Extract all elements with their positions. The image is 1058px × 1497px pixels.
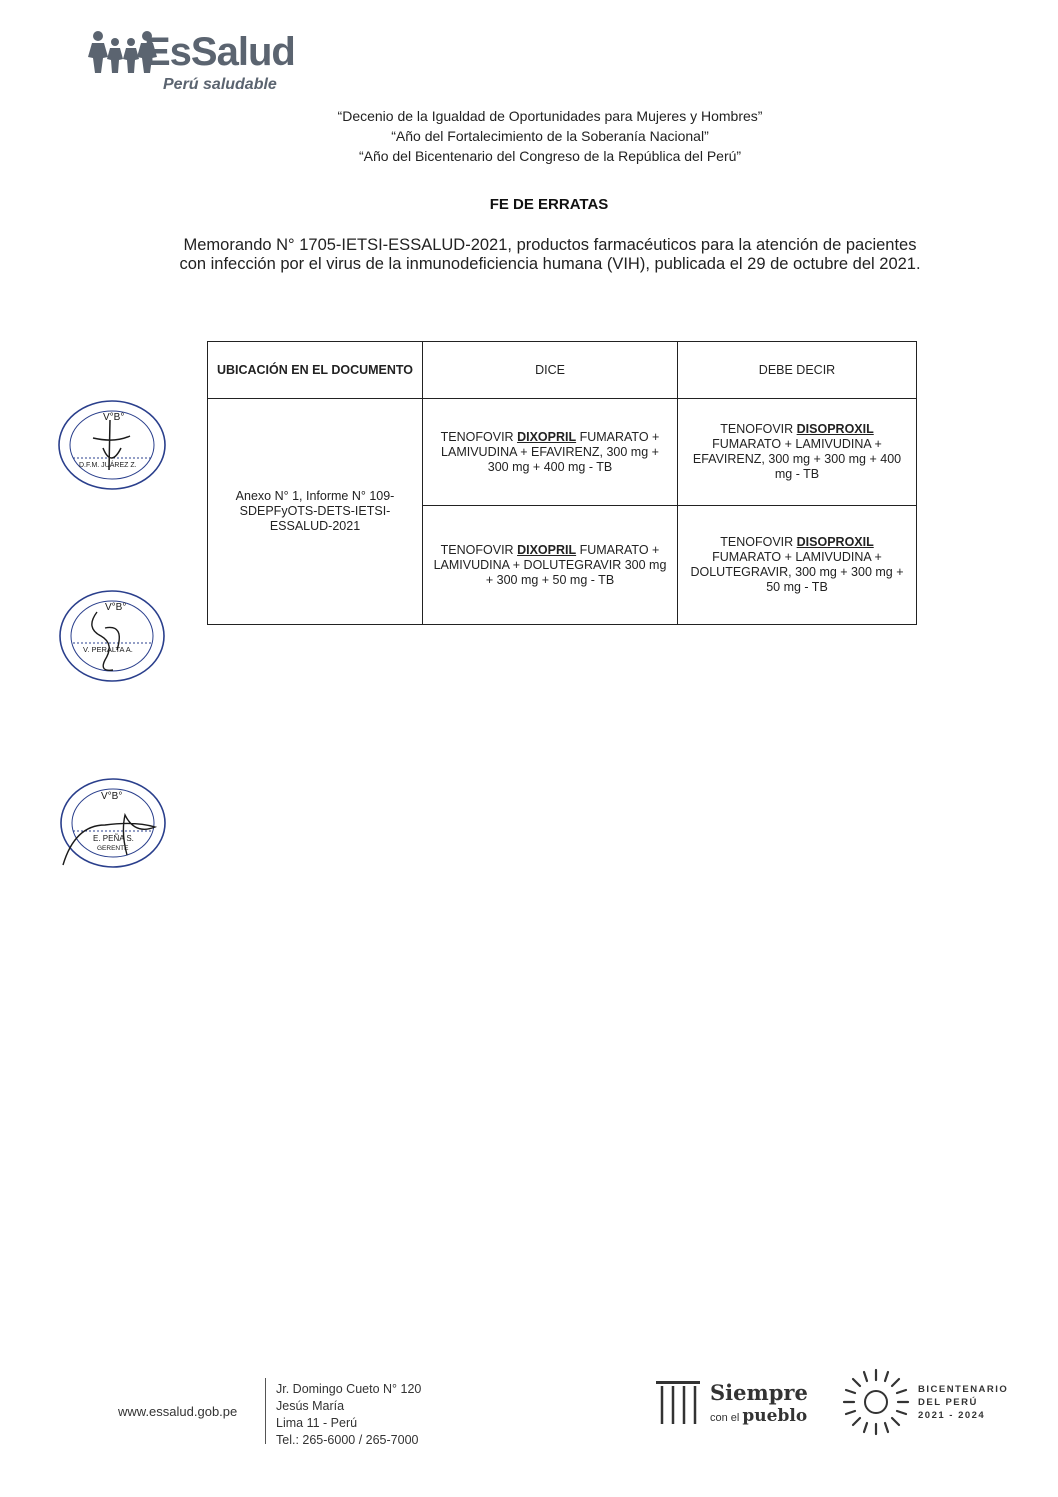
logo-tagline: Perú saludable — [163, 76, 277, 93]
footer-address: Jr. Domingo Cueto N° 120 Jesús María Lima 11 - Perú Tel.: 265-6000 / 265-7000 — [276, 1382, 422, 1447]
svg-text:E. PEÑA S.: E. PEÑA S. — [93, 834, 134, 843]
dice-cell: TENOFOVIR DIXOPRIL FUMARATO + LAMIVUDINA + EFAVIRENZ, 300 mg + 300 mg + 400 mg - TB — [423, 399, 678, 506]
erroneous-word: DIXOPRIL — [517, 542, 577, 557]
website-link[interactable]: www.essalud.gob.pe — [118, 1404, 238, 1419]
essalud-logo — [88, 28, 318, 98]
errata-table — [207, 341, 917, 625]
erroneous-word: DIXOPRIL — [517, 429, 577, 444]
debe-decir-cell: TENOFOVIR DISOPROXIL FUMARATO + LAMIVUDINA + EFAVIRENZ, 300 mg + 300 mg + 400 mg - TB — [678, 399, 917, 506]
table-header-row — [208, 342, 917, 399]
slogan-main: Siempre — [710, 1380, 808, 1405]
motto-line: “Año del Bicentenario del Congreso de la República del Perú” — [358, 148, 742, 164]
columns-icon — [654, 1378, 704, 1428]
corrected-word: DISOPROXIL — [796, 535, 874, 549]
sunburst-icon — [840, 1366, 912, 1438]
approval-stamp-3 — [55, 775, 170, 885]
header-location: UBICACIÓN EN EL DOCUMENTO — [208, 342, 423, 399]
seal-icon — [55, 588, 170, 688]
svg-text:GERENTE: GERENTE — [97, 845, 129, 852]
location-cell: Anexo N° 1, Informe N° 109-SDEPFyOTS-DETS-IETSI-ESSALUD-2021 — [208, 399, 423, 625]
dice-cell: TENOFOVIR DIXOPRIL FUMARATO + LAMIVUDINA + DOLUTEGRAVIR 300 mg + 300 mg + 50 mg - TB — [423, 506, 678, 625]
header-debe-decir: DEBE DECIR — [678, 342, 917, 399]
header-dice: DICE — [423, 342, 678, 399]
motto-line: “Decenio de la Igualdad de Oportunidades para Mujeres y Hombres” — [337, 108, 763, 124]
document-subtitle: Memorando N° 1705-IETSI-ESSALUD-2021, productos farmacéuticos para la atención de pacientes con infección por el virus de la inmunodeficiencia humana (VIH), publicada el 29 de octubre del 2021. — [179, 236, 921, 273]
bicentenario-text: BICENTENARIO DEL PERÚ 2021 - 2024 — [918, 1384, 1009, 1421]
document-title: FE DE ERRATAS — [489, 196, 609, 213]
official-mottos — [200, 106, 900, 166]
approval-stamp-1 — [55, 398, 170, 498]
motto-line: “Año del Fortalecimiento de la Soberanía Nacional” — [391, 128, 709, 144]
svg-text:V. PERALTA A.: V. PERALTA A. — [83, 645, 133, 654]
bicentenario-logo — [840, 1366, 1030, 1442]
siempre-con-el-pueblo-logo — [654, 1378, 814, 1428]
seal-icon — [55, 775, 170, 880]
svg-text:V°B°: V°B° — [105, 602, 127, 613]
logo-name: EsSalud — [144, 30, 295, 74]
table-row — [208, 399, 917, 506]
corrected-word: DISOPROXIL — [796, 422, 874, 436]
svg-text:D.F.M. JUÁREZ Z.: D.F.M. JUÁREZ Z. — [79, 462, 137, 469]
seal-icon — [55, 398, 170, 493]
slogan-sub: con el pueblo — [710, 1406, 808, 1426]
approval-stamp-2 — [55, 588, 170, 693]
footer-divider — [265, 1378, 266, 1444]
debe-decir-cell: TENOFOVIR DISOPROXIL FUMARATO + LAMIVUDINA + DOLUTEGRAVIR, 300 mg + 300 mg + 50 mg - TB — [678, 506, 917, 625]
svg-text:V°B°: V°B° — [101, 791, 123, 802]
svg-text:V°B°: V°B° — [103, 412, 125, 423]
